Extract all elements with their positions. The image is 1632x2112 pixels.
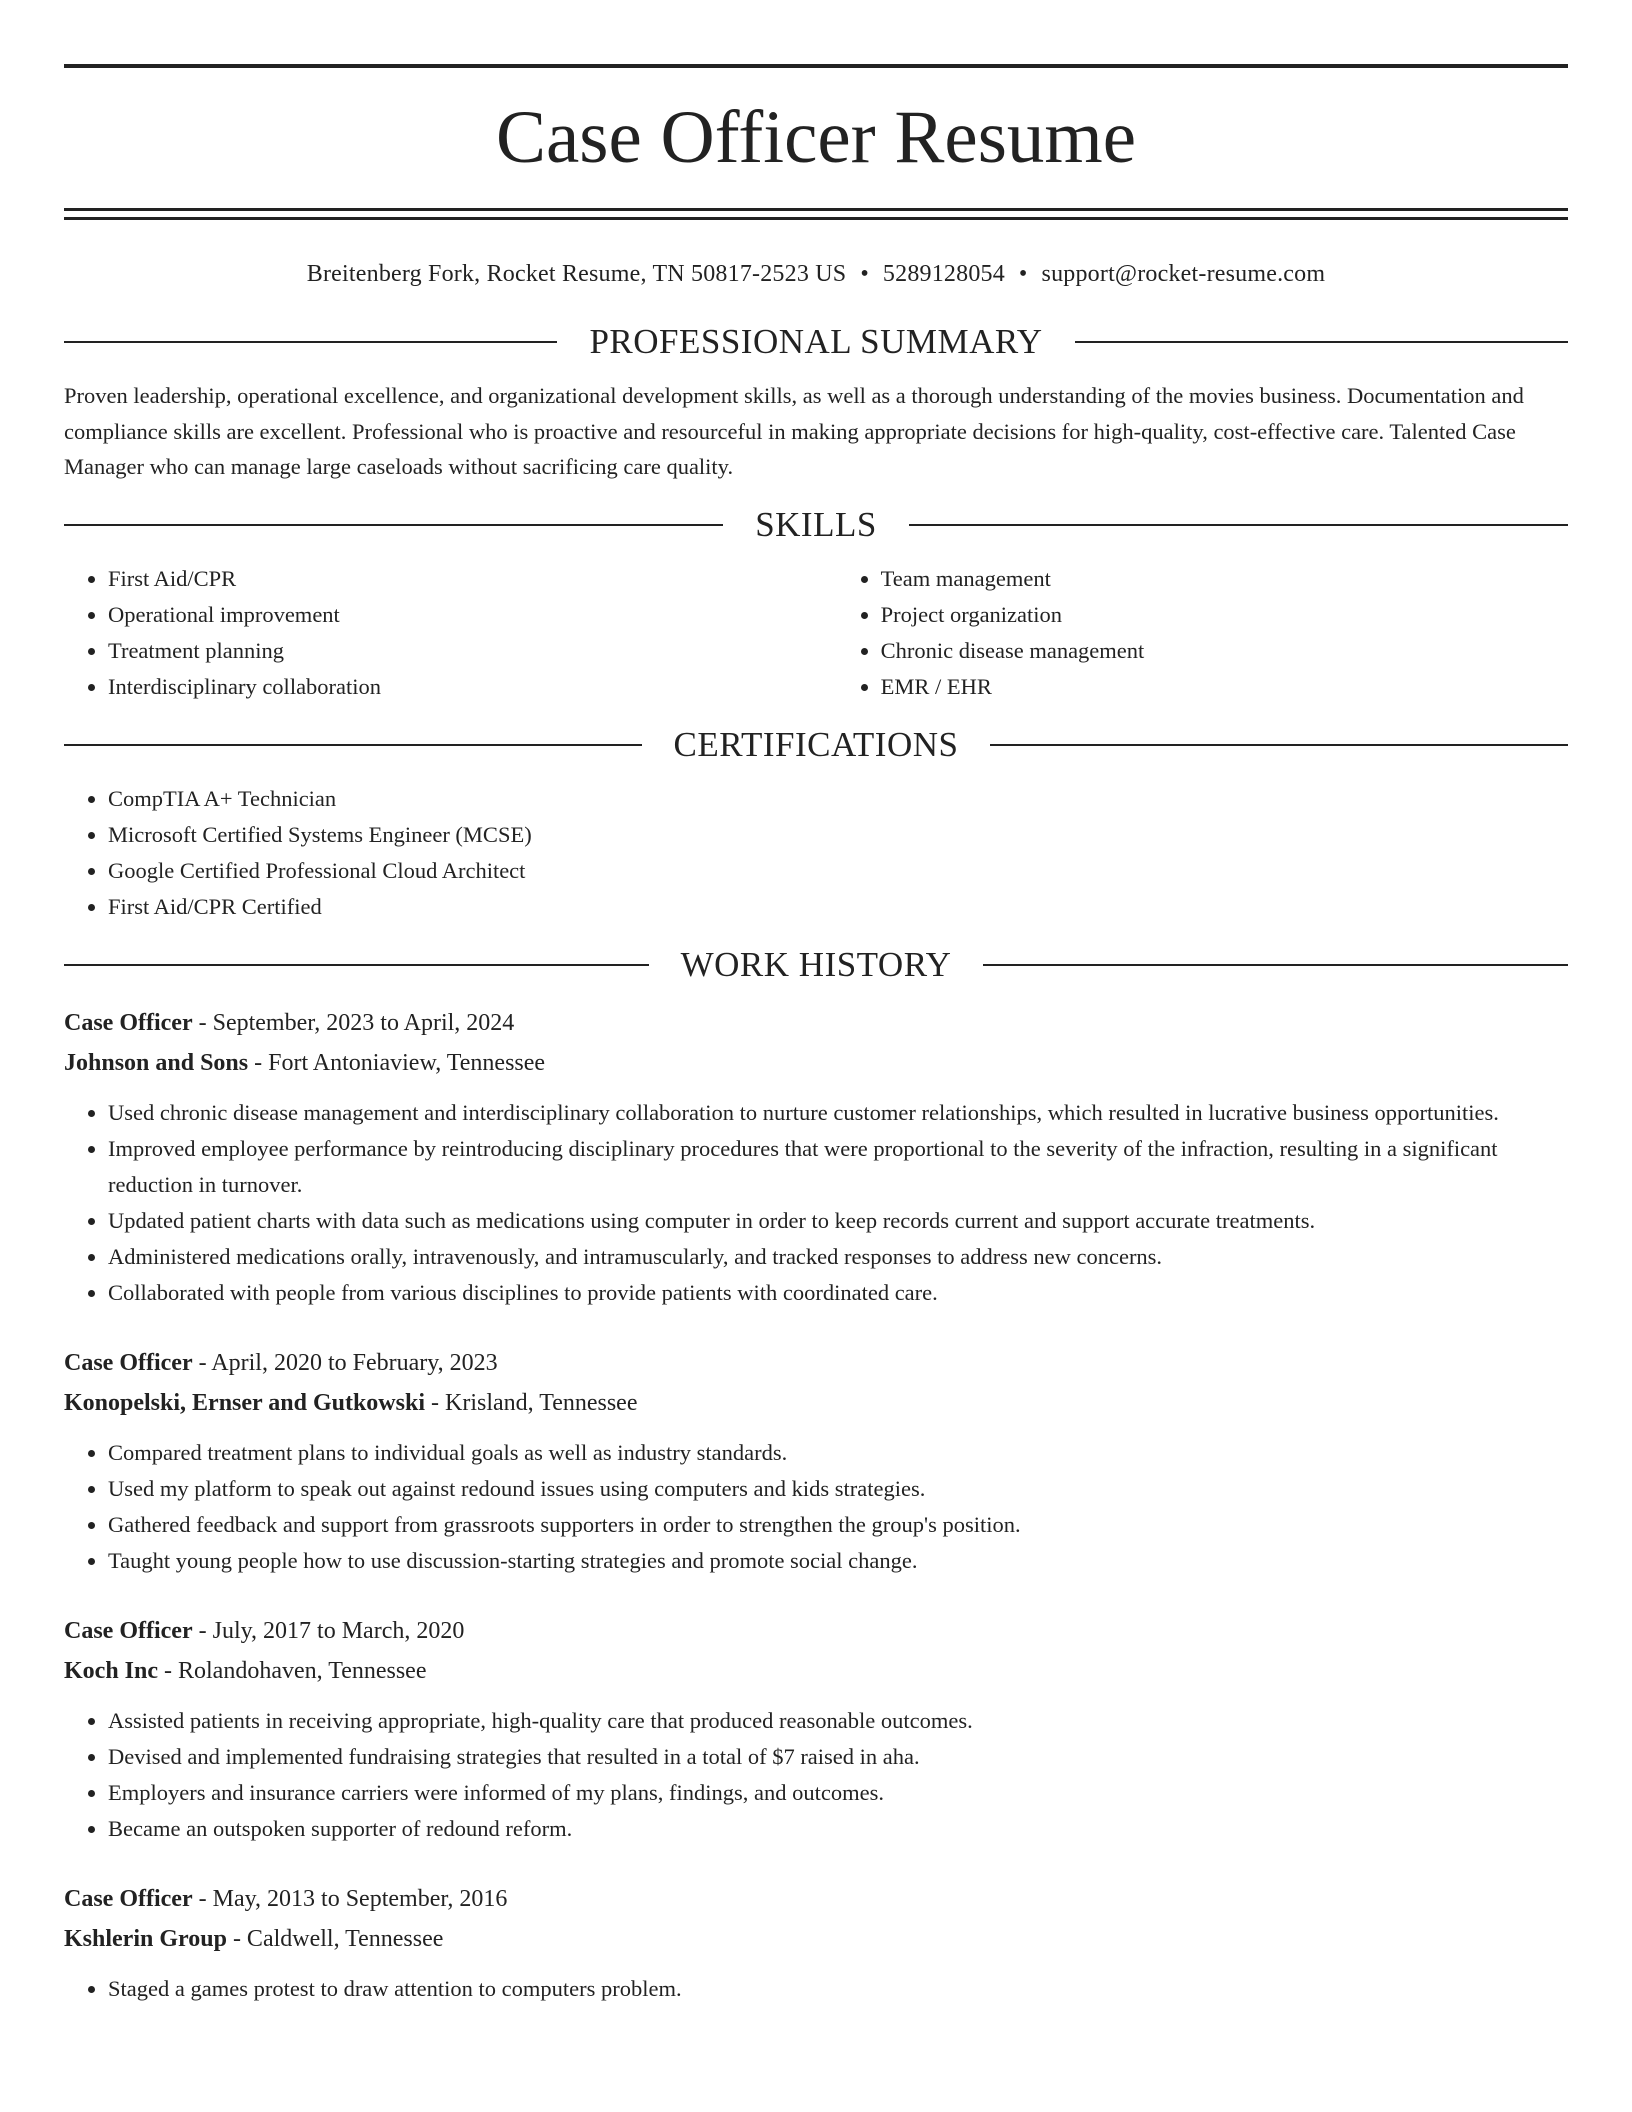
job-title: Case Officer	[64, 1617, 193, 1644]
job-bullet: • Used chronic disease management and interdisciplinary collaboration to nurture customer relationships, which resulted in lucrative business opportunities.	[108, 1095, 1568, 1131]
job-company-line	[64, 1919, 1568, 1959]
job-location: - Fort Antoniaview, Tennessee	[248, 1049, 546, 1076]
contact-line	[64, 256, 1568, 292]
section-title: WORK HISTORY	[680, 944, 952, 984]
job-company-line	[64, 1383, 1568, 1423]
certification-item: • First Aid/CPR Certified	[108, 889, 1568, 925]
heading-rule-left	[64, 964, 649, 966]
resume-title: Case Officer Resume	[495, 96, 1137, 179]
contact-phone: 5289128054	[882, 261, 1005, 287]
certification-item: • Google Certified Professional Cloud Architect	[108, 853, 1568, 889]
job-location: - Krisland, Tennessee	[425, 1389, 638, 1416]
contact-separator: •	[1018, 261, 1028, 287]
job-bullet: • Collaborated with people from various disciplines to provide patients with coordinated care.	[108, 1275, 1568, 1311]
heading-rule-left	[64, 524, 723, 526]
certification-item: • Microsoft Certified Systems Engineer (MCSE)	[108, 817, 1568, 853]
job-bullet: • Became an outspoken supporter of redound reform.	[108, 1811, 1568, 1847]
section-heading-summary	[64, 318, 1568, 366]
job-entry	[64, 1343, 1568, 1579]
contact-address: Breitenberg Fork, Rocket Resume, TN 50817-2523 US	[306, 261, 847, 287]
job-bullets	[64, 1971, 1568, 2007]
job-dates: - April, 2020 to February, 2023	[192, 1349, 498, 1376]
skill-item: • EMR / EHR	[881, 669, 1568, 705]
skill-item: • Operational improvement	[108, 597, 837, 633]
heading-rule-right	[983, 964, 1568, 966]
heading-rule-right	[990, 744, 1568, 746]
job-bullet: • Taught young people how to use discussion-starting strategies and promote social change.	[108, 1543, 1568, 1579]
skill-item: • Team management	[881, 561, 1568, 597]
job-bullet: • Devised and implemented fundraising strategies that resulted in a total of $7 raised in aha.	[108, 1739, 1568, 1775]
job-bullet: • Improved employee performance by reintroducing disciplinary procedures that were proportional to the severity of the infraction, resulting in a significant reduction in turnover.	[108, 1131, 1568, 1203]
job-bullets	[64, 1435, 1568, 1579]
heading-rule-right	[909, 524, 1568, 526]
job-entry	[64, 1611, 1568, 1847]
title-rule	[64, 208, 1568, 211]
job-company: Kshlerin Group	[64, 1925, 227, 1952]
job-bullet: • Employers and insurance carriers were informed of my plans, findings, and outcomes.	[108, 1775, 1568, 1811]
job-bullet: • Updated patient charts with data such as medications using computer in order to keep records current and support accurate treatments.	[108, 1203, 1568, 1239]
skills-column-right	[837, 561, 1568, 705]
certification-item: • CompTIA A+ Technician	[108, 781, 1568, 817]
job-entry	[64, 1003, 1568, 1311]
job-dates: - September, 2023 to April, 2024	[192, 1009, 515, 1036]
job-entry	[64, 1879, 1568, 2007]
skill-item: • Project organization	[881, 597, 1568, 633]
skills-column-left	[64, 561, 837, 705]
job-title: Case Officer	[64, 1009, 193, 1036]
skills-list	[64, 561, 1568, 705]
job-location: - Caldwell, Tennessee	[226, 1925, 444, 1952]
section-heading-certifications	[64, 721, 1568, 769]
job-company-line	[64, 1043, 1568, 1083]
resume-page	[64, 64, 1568, 2007]
contact-separator: •	[860, 261, 869, 287]
job-company-line	[64, 1651, 1568, 1691]
section-title: SKILLS	[755, 504, 877, 544]
job-title-line	[64, 1343, 1568, 1383]
job-title: Case Officer	[64, 1885, 193, 1912]
certifications-list	[64, 781, 1568, 925]
job-bullet: • Used my platform to speak out against redound issues using computers and kids strategies.	[108, 1471, 1568, 1507]
job-title-line	[64, 1879, 1568, 1919]
heading-rule-right	[1075, 341, 1568, 343]
contact-email: support@rocket-resume.com	[1041, 261, 1326, 287]
job-bullet: • Staged a games protest to draw attention to computers problem.	[108, 1971, 1568, 2007]
skill-item: • Chronic disease management	[881, 633, 1568, 669]
heading-rule-left	[64, 744, 642, 746]
job-title-line	[64, 1611, 1568, 1651]
job-location: - Rolandohaven, Tennessee	[158, 1657, 427, 1684]
summary-paragraph: Proven leadership, operational excellence, and organizational development skills, as well as a thorough understanding of the movies business. Documentation and compliance skills are excellent. Professional who is proactive and resourceful in making appropriate decisions for high-quality, cost-effective care. Talented Case Manager who can manage large caseloads without sacrificing care quality.	[64, 383, 1524, 479]
job-company: Johnson and Sons	[64, 1049, 249, 1076]
section-heading-work-history	[64, 941, 1568, 989]
skill-item: • Interdisciplinary collaboration	[108, 669, 837, 705]
job-dates: - May, 2013 to September, 2016	[192, 1885, 508, 1912]
job-company: Koch Inc	[64, 1657, 159, 1684]
job-bullet: • Assisted patients in receiving appropriate, high-quality care that produced reasonable outcomes.	[108, 1703, 1568, 1739]
title-rule-double	[64, 217, 1568, 220]
section-heading-skills	[64, 501, 1568, 549]
section-title: CERTIFICATIONS	[673, 724, 959, 764]
job-bullet: • Administered medications orally, intravenously, and intramuscularly, and tracked responses to address new concerns.	[108, 1239, 1568, 1275]
section-title: PROFESSIONAL SUMMARY	[589, 322, 1043, 361]
job-bullets	[64, 1703, 1568, 1847]
job-bullet: • Compared treatment plans to individual goals as well as industry standards.	[108, 1435, 1568, 1471]
job-title-line	[64, 1003, 1568, 1043]
heading-rule-left	[64, 341, 557, 343]
job-dates: - July, 2017 to March, 2020	[192, 1617, 465, 1644]
skill-item: • Treatment planning	[108, 633, 837, 669]
job-company: Konopelski, Ernser and Gutkowski	[64, 1389, 425, 1416]
skill-item: • First Aid/CPR	[108, 561, 837, 597]
job-bullet: • Gathered feedback and support from grassroots supporters in order to strengthen the group's position.	[108, 1507, 1568, 1543]
job-bullets	[64, 1095, 1568, 1311]
job-title: Case Officer	[64, 1349, 193, 1376]
